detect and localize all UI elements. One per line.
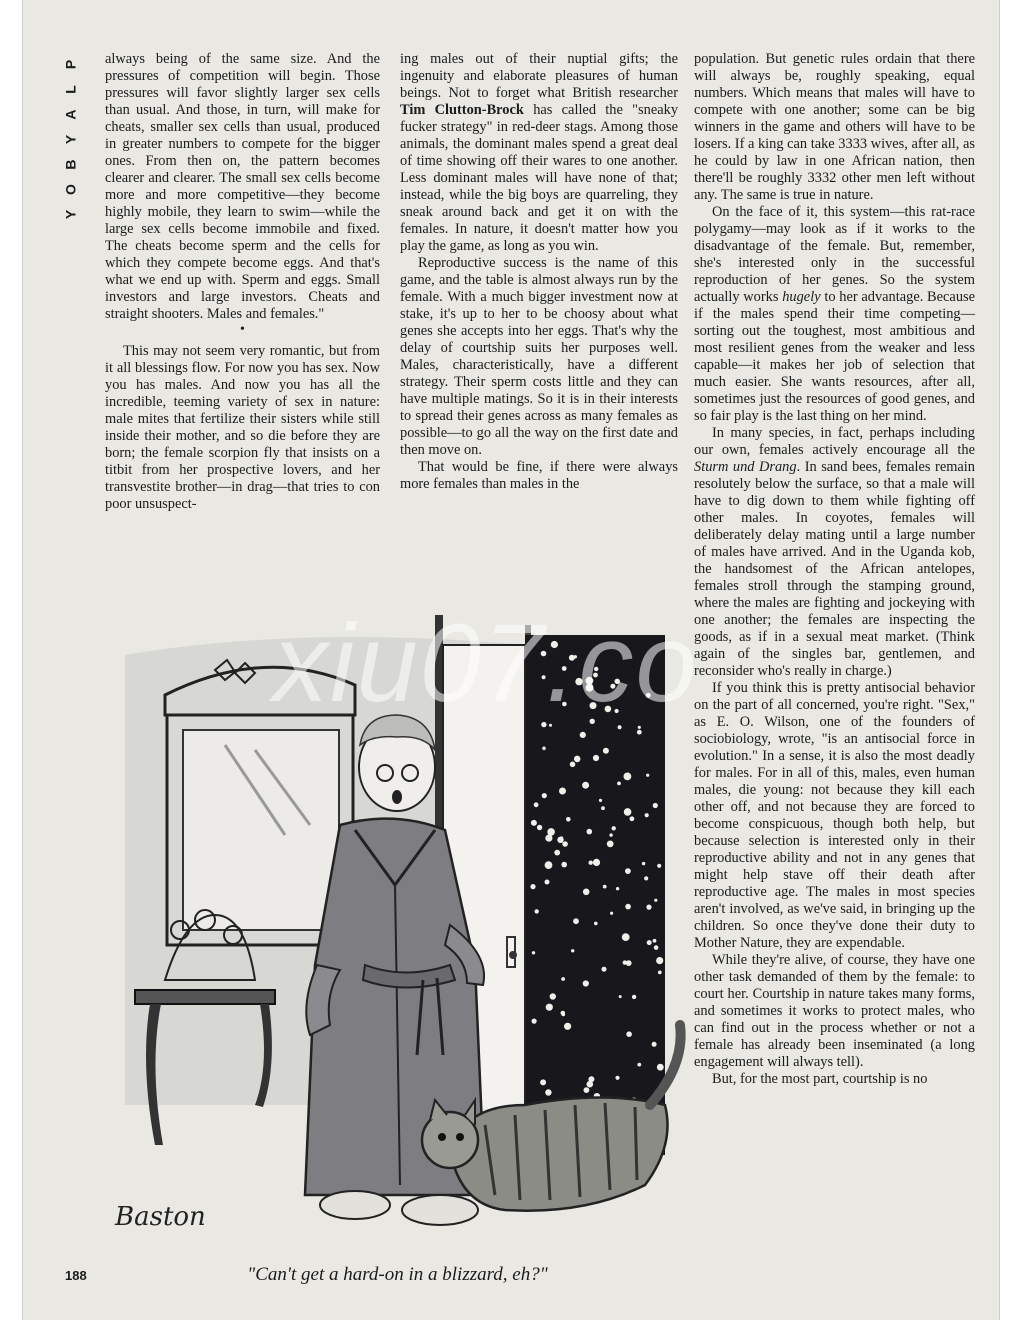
col3-paragraph-4: If you think this is pretty antisocial behavior on the part of all concerned, you're right. "Sex," as E. O. Wilson, one of the founders of sociobiology, wrote, "is an antisocial force in evolution." In a sense, it is also the most deadly for males. For in all of this, males, even human males, die young: not because they kill each other off, and not because they are forced to become conspicuous, though both help, but because selection is interested only in their reproductive ability and not in any genes that might help stave off their death after reproductive age. The males in most species aren't involved, as we've said, in bringing up the children. So once they've done their duty to Mother Nature, they are expendable. bbox=[694, 680, 975, 951]
snowflake bbox=[532, 951, 535, 954]
snowflake bbox=[654, 945, 659, 950]
masthead-letters bbox=[63, 52, 79, 227]
snowflake bbox=[615, 1076, 619, 1080]
snowflake bbox=[609, 833, 612, 836]
snowflake bbox=[594, 667, 598, 671]
col1-paragraph-1: always being of the same size. And the pressures of competition will begin. Those pressures will favor slightly larger sex cells than usual. And those, in turn, will make for cheats, smaller sex cells than usual, produced in greater numbers to compete for the bigger ones. From then on, the pattern becomes clearer and clearer. The small sex cells become more and more competitive—they become highly mobile, they learn to swim—while the large sex cells become immobile and fixed. The cheats become sperm and the cells for which they compete become eggs. And that's what we end up with. Sperm and eggs. Small investors and large investors. Cheats and straight shooters. Males and females." bbox=[105, 51, 380, 322]
snowflake bbox=[532, 1019, 537, 1024]
masthead-letter: B bbox=[62, 159, 79, 170]
column-1 bbox=[105, 51, 380, 513]
snowflake bbox=[542, 675, 546, 679]
snowflake bbox=[593, 755, 599, 761]
snowflake bbox=[622, 933, 630, 941]
snowflake bbox=[589, 861, 593, 865]
snowflake bbox=[612, 826, 616, 830]
snowflake bbox=[574, 756, 581, 763]
snowflake bbox=[601, 806, 605, 810]
snowflake bbox=[605, 706, 612, 713]
col2-paragraph-2: Reproductive success is the name of this game, and the table is almost always run by the female. With a much bigger investment now at stake, it's up to her to be choosy about what genes she accepts into her eggs. That's why the delay of courtship suits her purposes well. Males, characteristically, have a different strategy. Their sperm costs little and they can have multiple matings. So it is in their interests to spread their genes across as many females as possible—to go all the way on the first date and then move on. bbox=[400, 255, 678, 458]
masthead-letter: L bbox=[62, 85, 79, 94]
snowflake bbox=[584, 1087, 590, 1093]
snowflake bbox=[551, 641, 558, 648]
snowflake bbox=[574, 655, 577, 658]
snowflake bbox=[638, 726, 641, 729]
snowflake bbox=[657, 864, 661, 868]
snowflake bbox=[593, 673, 598, 678]
snowflake bbox=[562, 702, 567, 707]
snowflake bbox=[535, 909, 539, 913]
snowflake bbox=[586, 677, 594, 685]
snowflake bbox=[540, 1079, 546, 1085]
snowflake bbox=[599, 799, 602, 802]
slipper-left bbox=[320, 1191, 390, 1219]
col3-p2-emphasis: hugely bbox=[782, 289, 821, 305]
snowflake bbox=[582, 782, 589, 789]
snowflake bbox=[625, 868, 631, 874]
col2-paragraph-3: That would be fine, if there were always more females than males in the bbox=[400, 459, 678, 492]
snowflake bbox=[654, 899, 657, 902]
snowflake bbox=[564, 1023, 571, 1030]
snowflake bbox=[590, 719, 595, 724]
cartoon-illustration bbox=[105, 585, 690, 1245]
snowflake bbox=[587, 1081, 594, 1088]
snowflake bbox=[571, 949, 574, 952]
col3-paragraph-2 bbox=[694, 204, 975, 425]
snowflake bbox=[646, 693, 651, 698]
snowflake bbox=[610, 684, 615, 689]
researcher-name: Tim Clutton-Brock bbox=[400, 102, 524, 118]
snowflake bbox=[616, 887, 619, 890]
col1-paragraph-2: This may not seem very romantic, but from it all blessings flow. For now you has sex. Now you has males. And now you has all the incredible, teeming variety of sex in nature: male mites that fertilize their sisters while still inside their mother, and so die before they are born; the female scorpion fly that insists on a titbit from her prospective lovers, and her transvestite brother—in drag—that tries to con poor unsuspect- bbox=[105, 343, 380, 512]
snowflake bbox=[642, 862, 645, 865]
snowflake bbox=[626, 1031, 632, 1037]
snowflake bbox=[559, 788, 566, 795]
snowflake bbox=[637, 1063, 641, 1067]
col3-paragraph-3 bbox=[694, 425, 975, 680]
snowflake bbox=[653, 803, 658, 808]
slipper-right bbox=[402, 1195, 478, 1225]
snowflake bbox=[623, 960, 627, 964]
snowflake bbox=[647, 940, 652, 945]
snowflake bbox=[545, 880, 550, 885]
snowflake bbox=[630, 816, 635, 821]
cat-head bbox=[422, 1112, 478, 1168]
col2-p1-text-b: has called the "sneaky fucker strategy" in red-deer stags. Among those animals, the dominant males spend a great deal of time showing off their wares to one another. Less dominant males will have none of that; instead, while the big boys are quarreling, they sneak around back and get it on with the females. In nature, it doesn't matter how you play the game, as long as you win. bbox=[400, 102, 679, 254]
snowflake bbox=[542, 747, 546, 751]
cartoon-caption: "Can't get a hard-on in a blizzard, eh?" bbox=[247, 1264, 548, 1285]
snowflake bbox=[562, 666, 567, 671]
snowflake bbox=[644, 876, 648, 880]
snowflake bbox=[615, 679, 620, 684]
page-number: 188 bbox=[65, 1268, 87, 1283]
snowflake bbox=[583, 980, 589, 986]
snowy-night bbox=[525, 635, 665, 1155]
snowflake bbox=[547, 828, 555, 836]
masthead-letter: A bbox=[62, 109, 79, 120]
snowflake bbox=[656, 957, 663, 964]
col3-paragraph-6: But, for the most part, courtship is no bbox=[712, 1071, 928, 1087]
snowflake bbox=[550, 993, 556, 999]
snowflake bbox=[603, 748, 609, 754]
snowflake bbox=[561, 977, 565, 981]
snowflake bbox=[542, 793, 547, 798]
snowflake bbox=[561, 1011, 566, 1016]
snowflake bbox=[575, 678, 582, 685]
snowflake bbox=[652, 1042, 657, 1047]
snowflake bbox=[545, 1089, 551, 1095]
col2-p1-text-a: ing males out of their nuptial gifts; the ingenuity and elaborate pleasures of human beings. Not to forget what British researcher bbox=[400, 51, 678, 101]
snowflake bbox=[580, 732, 586, 738]
artist-signature: Baston bbox=[115, 1202, 206, 1232]
snowflake bbox=[602, 967, 607, 972]
snowflake bbox=[637, 730, 642, 735]
col3-p3-text-a: In many species, in fact, perhaps including our own, females actively encourage all the bbox=[694, 425, 975, 458]
col3-paragraph-5: While they're alive, of course, they have one other task demanded of them by the female: to court her. Courtship in nature takes many forms, and sometimes it works to protect males, who can find out in the process whether or not a female has already been inseminated (a long engagement will always tell). bbox=[694, 952, 975, 1070]
snowflake bbox=[617, 782, 621, 786]
snowflake bbox=[537, 825, 542, 830]
col3-paragraph-1: population. But genetic rules ordain that there will always be, roughly speaking, equal numbers. Which means that males will have to compete with one another; some can be big winners in the game and others will have to be losers. If a king can take 3333 wives, after all, as he could by law in one African nation, then there'll be roughly 3332 other men left without any. The same is true in nature. bbox=[694, 51, 975, 203]
col3-p2-text-a: On the face of it, this system—this rat-race polygamy—may look as if it works to the disadvantage of the female. But, remember, she's interested only in the successful reproduction of her genes. So the system actually works bbox=[694, 204, 975, 305]
magazine-page bbox=[22, 0, 1000, 1320]
snowflake bbox=[534, 802, 539, 807]
snowflake bbox=[632, 995, 636, 999]
snowflake bbox=[570, 762, 576, 768]
column-3 bbox=[694, 51, 975, 1088]
masthead-letter: O bbox=[62, 184, 79, 195]
snowflake bbox=[593, 859, 600, 866]
snowflake bbox=[562, 841, 568, 847]
snowflake bbox=[561, 862, 567, 868]
snowflake bbox=[646, 774, 649, 777]
snowflake bbox=[657, 1064, 664, 1071]
snowflake bbox=[625, 904, 631, 910]
snowflake bbox=[610, 912, 613, 915]
snowflake bbox=[541, 722, 546, 727]
snowflake bbox=[587, 829, 593, 835]
watermark: xiu07.co bbox=[273, 602, 699, 725]
snowflake bbox=[554, 850, 560, 856]
snowflake bbox=[607, 841, 614, 848]
snowflake bbox=[586, 684, 594, 692]
snowflake bbox=[560, 836, 563, 839]
snowflake bbox=[624, 808, 632, 816]
col3-p3-emphasis: Sturm und Drang bbox=[694, 459, 797, 475]
snowflake bbox=[645, 813, 649, 817]
snowflake bbox=[545, 861, 553, 869]
snowflake bbox=[624, 773, 632, 781]
snowflake bbox=[531, 820, 537, 826]
masthead-letter: P bbox=[62, 59, 79, 70]
snowflake bbox=[573, 918, 579, 924]
snowflake bbox=[549, 724, 552, 727]
snowflake bbox=[615, 709, 619, 713]
masthead-letter: Y bbox=[62, 134, 79, 145]
snowflake bbox=[619, 995, 622, 998]
col2-paragraph-1 bbox=[400, 51, 678, 255]
snowflake bbox=[646, 905, 651, 910]
snowflake bbox=[653, 939, 657, 943]
snowflake bbox=[583, 889, 590, 896]
snowflake bbox=[658, 971, 662, 975]
snowflake bbox=[603, 885, 607, 889]
section-bullet: • bbox=[240, 322, 245, 337]
snowflake bbox=[590, 702, 597, 709]
snowflake bbox=[566, 817, 571, 822]
masthead bbox=[63, 52, 79, 227]
snowflake bbox=[546, 1004, 553, 1011]
snowflake bbox=[618, 725, 622, 729]
masthead-letter: Y bbox=[62, 209, 79, 220]
col3-p2-text-b: to her advantage. Because if the males spend their time competing—sorting out the toughest, most ambitious and most resilient genes from the weaker and less capable—it makes her job of selection that much easier. She wants resources, after all, sometimes just the resources of good genes, and so fair play is the last thing on her mind. bbox=[694, 289, 975, 424]
col3-p3-text-b: . In sand bees, females remain resolutely below the surface, so that a male will have to dig down to them while fighting off other males. In coyotes, females will deliberately delay mating until a large number of males have arrived. And in the Uganda kob, the handsomest of the African antelopes, females stroll through the stamping ground, where the males are fighting and jockeying with one another; the females are inspecting the goods, as if in a sexual meat market. (Think again of the singles bar, gentlemen, and reconsider who's really in charge.) bbox=[694, 459, 975, 679]
snowflake bbox=[541, 651, 547, 657]
snowflake bbox=[594, 922, 598, 926]
column-2 bbox=[400, 51, 678, 493]
snowflake bbox=[530, 884, 535, 889]
